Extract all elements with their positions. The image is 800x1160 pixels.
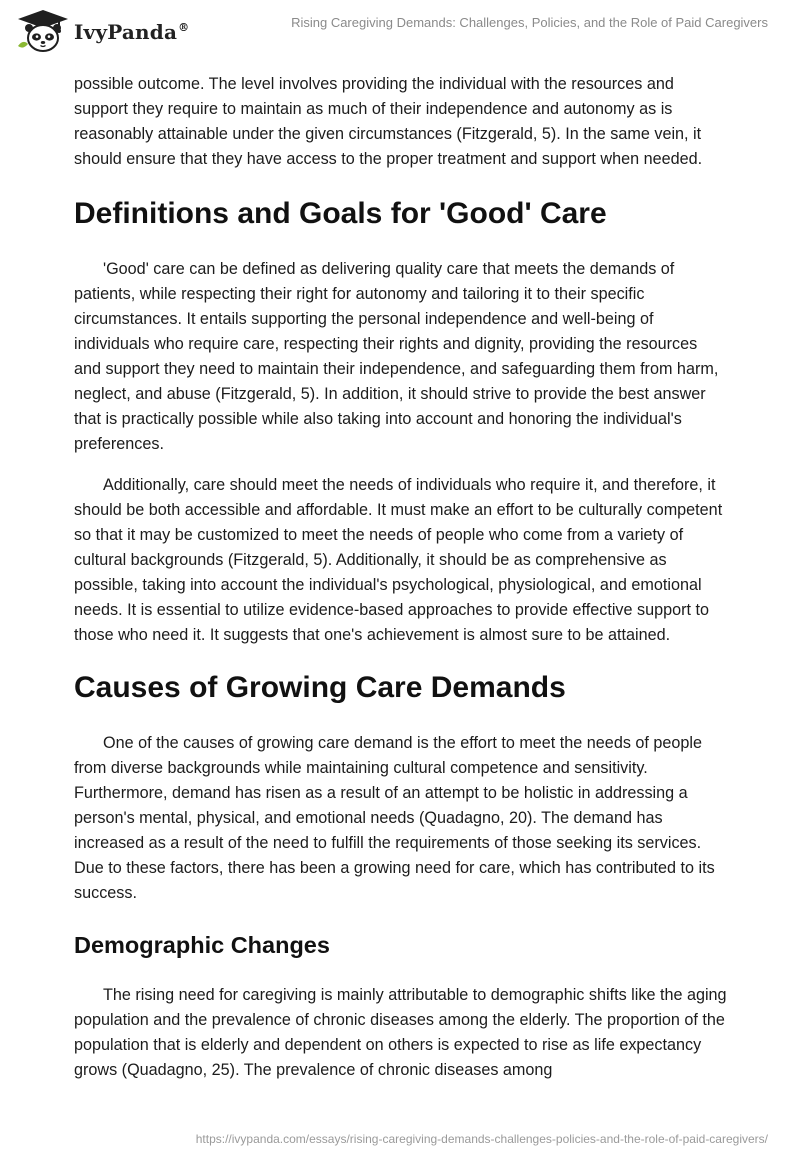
ivypanda-logo[interactable] (14, 8, 189, 54)
subsection-heading-demographic: Demographic Changes (74, 932, 330, 958)
source-url[interactable]: https://ivypanda.com/essays/rising-caregiving-demands-challenges-policies-and-the-role-of-paid-caregivers/ (195, 1132, 768, 1146)
brand-name: IvyPanda® (74, 20, 190, 44)
essay-content (74, 70, 728, 1083)
graduation-cap-panda-icon (14, 8, 72, 54)
page-header (0, 0, 800, 62)
section-heading-good-care: Definitions and Goals for 'Good' Care (74, 197, 607, 230)
section-heading-causes: Causes of Growing Care Demands (74, 671, 566, 704)
paragraph-good-care-1: 'Good' care can be defined as delivering quality care that meets the demands of patients, while respecting their right for autonomy and tailoring it to their specific circumstances. It entails supporting the personal independence and well-being of individuals who require care, respecting their rights and dignity, providing the resources and support they need to maintain their independence, and safeguarding them from harm, neglect, and abuse (Fitzgerald, 5). In addition, it should strive to provide the best answer that is practically possible while also taking into account and honoring the individual's preferences. (74, 260, 719, 453)
paragraph-causes-1: One of the causes of growing care demand is the effort to meet the needs of people from diverse backgrounds while maintaining cultural competence and sensitivity. Furthermore, demand has risen as a result of an attempt to be holistic in addressing a person's mental, physical, and emotional needs (Quadagno, 20). The demand has increased as a result of the need to fulfill the requirements of those seeking its services. Due to these factors, there has been a growing need for care, which has contributed to its success. (74, 734, 715, 902)
paragraph-demographic-1: The rising need for caregiving is mainly attributable to demographic shifts like the aging population and the prevalence of chronic diseases among the elderly. The proportion of the population that is elderly and dependent on others is expected to rise as life expectancy grows (Quadagno, 25). The prevalence of chronic diseases among (74, 986, 727, 1079)
document-title: Rising Caregiving Demands: Challenges, Policies, and the Role of Paid Caregivers (291, 15, 768, 30)
intro-paragraph: possible outcome. The level involves providing the individual with the resources and support they require to maintain as much of their independence and autonomy as is reasonably attainable under the given circumstances (Fitzgerald, 5). In the same vein, it should ensure that they have access to the proper treatment and support when needed. (74, 75, 703, 168)
paragraph-good-care-2: Additionally, care should meet the needs of individuals who require it, and therefore, it should be both accessible and affordable. It must make an effort to be culturally competent so that it may be customized to meet the needs of people who come from a variety of cultural backgrounds (Fitzgerald, 5). Additionally, it should be as comprehensive as possible, taking into account the individual's psychological, physiological, and emotional needs. It is essential to utilize evidence-based approaches to provide effective support to those who need it. It suggests that one's achievement is almost sure to be attained. (74, 476, 723, 644)
